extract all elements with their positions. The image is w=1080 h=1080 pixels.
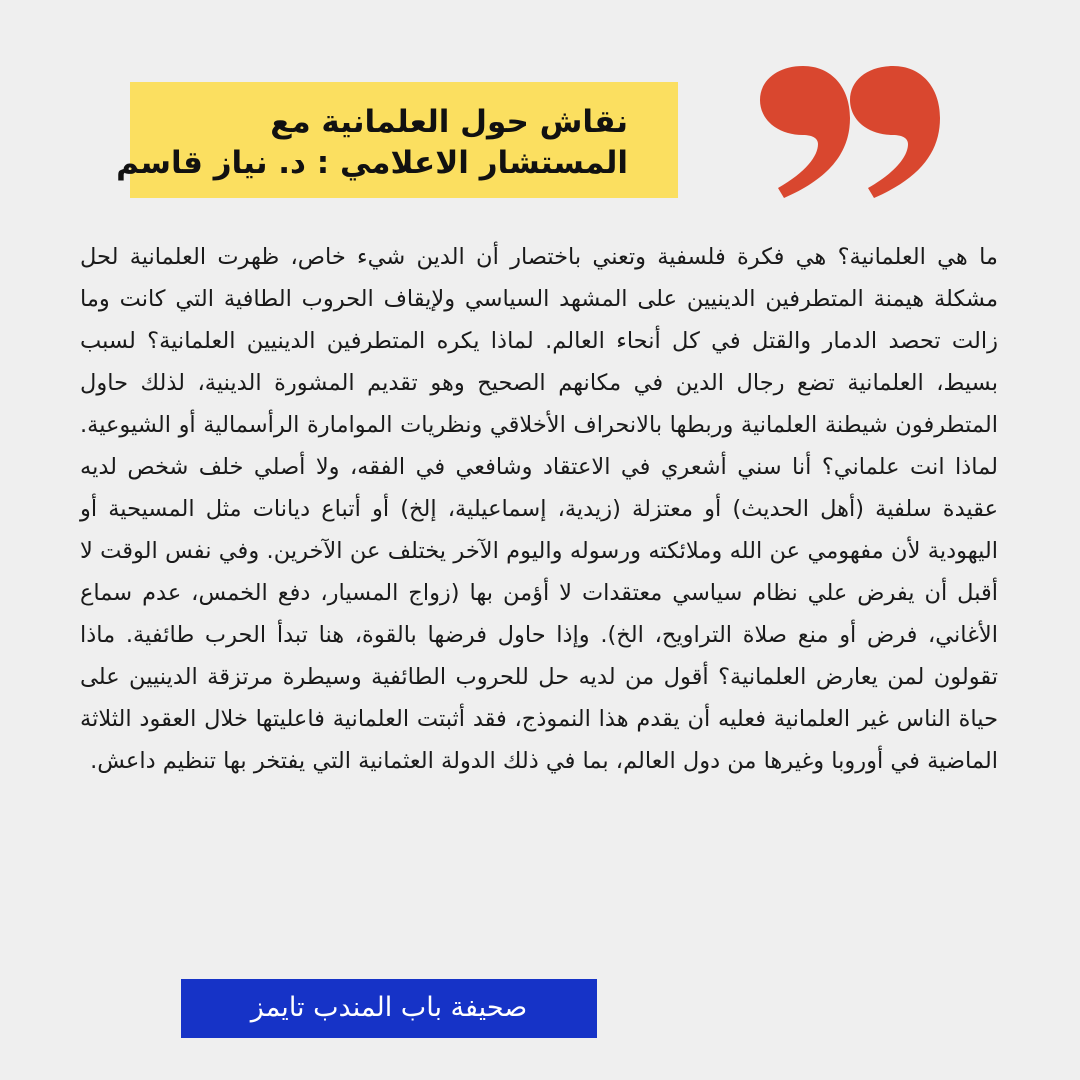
source-badge xyxy=(181,979,597,1038)
page-title-line-2: المستشار الاعلامي : د. نياز قاسم xyxy=(116,145,628,181)
closing-quote-icon xyxy=(748,60,940,200)
title-box xyxy=(116,82,678,198)
source-label: صحيفة باب المندب تايمز xyxy=(250,992,528,1023)
page-title-line-1: نقاش حول العلمانية مع xyxy=(270,104,628,140)
article-body: ما هي العلمانية؟ هي فكرة فلسفية وتعني باختصار أن الدين شيء خاص، ظهرت العلمانية لحل مشكلة هيمنة المتطرفين الدينيين على المشهد السياسي ولإيقاف الحروب الطافية التي كانت وما زالت تحصد الدمار والقتل في كل أنحاء العالم. لماذا يكره المتطرفين الدينيين العلمانية؟ لسبب بسيط، العلمانية تضع رجال الدين في مكانهم الصحيح وهو تقديم المشورة الدينية، لذلك حاول المتطرفون شيطنة العلمانية وربطها بالانحراف الأخلاقي ونظريات الموامارة الرأسمالية أو الشيوعية. لماذا انت علماني؟ أنا سني أشعري في الاعتقاد وشافعي في الفقه، ولا أصلي خلف شخص لديه عقيدة سلفية (أهل الحديث) أو معتزلة (زيدية، إسماعيلية، إلخ) أو أتباع ديانات مثل المسيحية أو اليهودية لأن مفهومي عن الله وملائكته ورسوله واليوم الآخر يختلف عن الآخرين. وفي نفس الوقت لا أقبل أن يفرض علي نظام سياسي معتقدات لا أؤمن بها (زواج المسيار، دفع الخمس، عدم سماع الأغاني، فرض أو منع صلاة التراويح، الخ). وإذا حاول فرضها بالقوة، هنا تبدأ الحرب طائفية. ماذا تقولون لمن يعارض العلمانية؟ أقول من لديه حل للحروب الطائفية وسيطرة مرتزقة الدينيين على حياة الناس غير العلمانية فعليه أن يقدم هذا النموذج، فقد أثبتت العلمانية فاعليتها خلال العقود الثلاثة الماضية في أوروبا وغيرها من دول العالم، بما في ذلك الدولة العثمانية التي يفتخر بها تنظيم داعش. xyxy=(80,244,998,774)
